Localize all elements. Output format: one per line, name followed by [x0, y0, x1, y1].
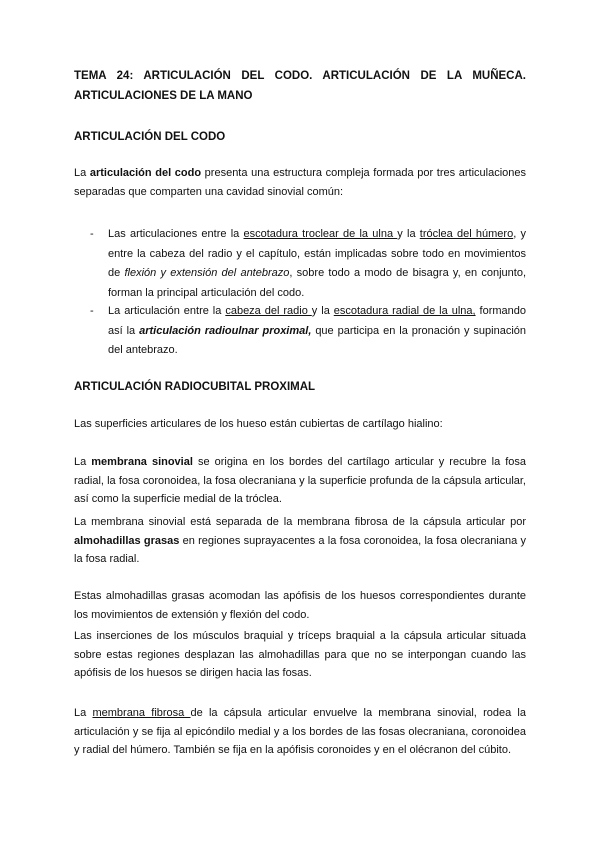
text-run: formando así la — [108, 305, 526, 337]
bold-term: almohadillas grasas — [74, 534, 180, 547]
text-run: y la — [311, 305, 334, 317]
text-run: presenta una estructura compleja formada por tres articulaciones separadas que comparten una cavidad sinovial común: — [74, 167, 527, 198]
text-run: de la cápsula articular envuelve la membrana sinovial, rodea la articulación y se fija al epicóndilo medial y a los bordes de las fosas olecraniana, coronoidea y radial del húmero. También se fija en la apófisis coronoides y en el olécranon del cúbito. — [74, 707, 526, 756]
underlined-term: tróclea del húmero — [419, 228, 514, 240]
bold-term: articulación del codo — [89, 167, 202, 179]
underlined-term: cabeza del radio — [225, 305, 312, 317]
list-item — [90, 302, 526, 361]
list-dash: - — [90, 305, 94, 317]
text-run: La membrana sinovial está separada de la membrana fibrosa de la cápsula articular por — [74, 516, 526, 528]
text-run: se origina en los bordes del cartílago articular y recubre la fosa radial, la fosa coronoidea, la fosa olecraniana y la superficie profunda de la cápsula articular, así como la superficie medial de la tróclea. — [74, 456, 527, 505]
paragraph-membrana-sinovial — [74, 453, 526, 509]
section-heading-radiocubital: ARTICULACIÓN RADIOCUBITAL PROXIMAL — [74, 381, 316, 393]
underlined-term: membrana fibrosa — [92, 707, 191, 719]
paragraph-superficies: Las superficies articulares de los hueso están cubiertas de cartílago hialino: — [74, 418, 443, 430]
underlined-term: escotadura radial de la ulna, — [333, 305, 476, 317]
list-dash: - — [90, 228, 94, 240]
bold-italic-term: articulación radioulnar proximal, — [139, 324, 312, 337]
underlined-term: escotadura troclear de la ulna — [243, 228, 398, 240]
text-run: , sobre todo a modo de bisagra y, en conjunto, forman la principal articulación del codo. — [108, 267, 527, 299]
intro-paragraph — [74, 164, 526, 201]
text-run: y la — [397, 228, 420, 240]
paragraph-inserciones: Las inserciones de los músculos braquial y tríceps braquial a la cápsula articular situada sobre estas regiones desplazan las almohadillas para que no se interpongan cuando las apófisis de los huesos se dirigen hacia las fosas. — [74, 630, 526, 679]
section-heading-codo: ARTICULACIÓN DEL CODO — [74, 131, 226, 143]
text-run: Las articulaciones entre la — [108, 228, 244, 240]
bold-term: membrana sinovial — [91, 456, 193, 468]
italic-term: flexión y extensión del antebrazo — [124, 267, 290, 280]
text-run: La articulación entre la — [108, 305, 226, 317]
text-run: que participa en la pronación y supinación del antebrazo. — [108, 324, 527, 357]
text-run: La — [74, 707, 93, 719]
paragraph-acomodan: Estas almohadillas grasas acomodan las apófisis de los huesos correspondientes durante los movimientos de extensión y flexión del codo. — [74, 590, 526, 621]
text-run: , y entre la cabeza del radio y el capítulo, están implicadas sobre todo en movimientos de — [108, 228, 526, 280]
text-run: La — [74, 456, 92, 468]
document-title: TEMA 24: ARTICULACIÓN DEL CODO. ARTICULACIÓN DE LA MUÑECA. ARTICULACIONES DE LA MANO — [74, 70, 526, 102]
paragraph-almohadillas — [74, 513, 526, 569]
text-run: La — [74, 167, 90, 179]
paragraph-membrana-fibrosa — [74, 704, 526, 760]
text-run: en regiones suprayacentes a la fosa coronoidea, la fosa olecraniana y la fosa radial. — [74, 534, 526, 565]
list-item — [90, 225, 526, 303]
